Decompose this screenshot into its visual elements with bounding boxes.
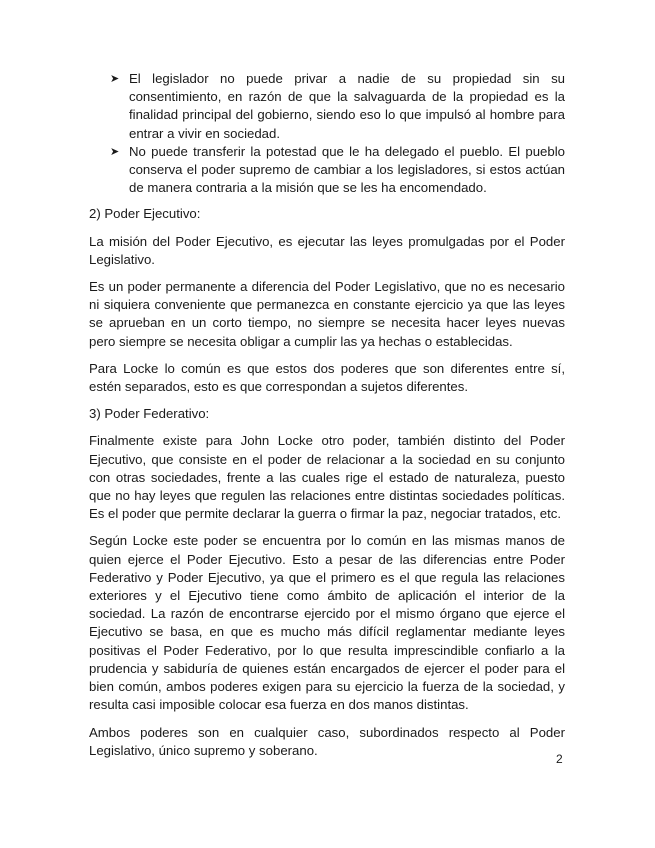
paragraph: Para Locke lo común es que estos dos poderes que son diferentes entre sí, estén separados, esto es que correspondan a sujetos diferentes. xyxy=(89,360,565,395)
section-heading-executive: 2) Poder Ejecutivo: xyxy=(89,206,201,222)
section-heading-federative: 3) Poder Federativo: xyxy=(89,406,210,422)
page-number: 2 xyxy=(556,752,563,766)
bullet-item xyxy=(89,143,565,198)
document-page xyxy=(89,70,565,769)
bullet-item xyxy=(89,70,565,143)
arrow-bullet-icon: ➤ xyxy=(110,145,120,158)
bullet-text: El legislador no puede privar a nadie de su propiedad sin su consentimiento, en razón de que la salvaguarda de la propiedad es la finalidad principal del gobierno, siendo eso lo que impulsó al hombre para entrar a vivir en sociedad. xyxy=(129,71,565,141)
paragraph: Finalmente existe para John Locke otro poder, también distinto del Poder Ejecutivo, que consiste en el poder de relacionar a la sociedad en su conjunto con otras sociedades, frente a las cuales rige el estado de naturaleza, puesto que no hay leyes que regulen las relaciones entre distintas sociedades políticas. Es el poder que permite declarar la guerra o firmar la paz, negociar tratados, etc. xyxy=(89,433,565,522)
paragraph: Es un poder permanente a diferencia del Poder Legislativo, que no es necesario ni siquiera conveniente que permanezca en constante ejercicio ya que las leyes se aprueban en un corto tiempo, no siempre se necesita hacer leyes nuevas pero siempre se necesita obligar a cumplir las ya hechas o establecidas. xyxy=(89,279,565,349)
paragraph: Ambos poderes son en cualquier caso, subordinados respecto al Poder Legislativo, único supremo y soberano. xyxy=(89,724,565,758)
paragraph: La misión del Poder Ejecutivo, es ejecutar las leyes promulgadas por el Poder Legislativo. xyxy=(89,233,565,267)
paragraph: Según Locke este poder se encuentra por lo común en las mismas manos de quien ejerce el Poder Ejecutivo. Esto a pesar de las diferencias entre Poder Federativo y Poder Ejecutivo, ya que el primero es el que regula las relaciones exteriores y el Ejecutivo tiene como ámbito de aplicación el interior de la sociedad. La razón de encontrarse ejercido por el mismo órgano que ejerce el Ejecutivo se basa, en que es mucho más difícil reglamentar mediante leyes positivas el Poder Federativo, por lo que resulta imprescindible confiarlo a la prudencia y sabiduría de quienes están encargados de ejercer el poder para el bien común, ambos poderes exigen para su ejercicio la fuerza de la sociedad, y resulta casi imposible colocar esa fuerza en dos manos distintas. xyxy=(89,533,565,713)
arrow-bullet-icon: ➤ xyxy=(110,73,120,85)
bullet-list xyxy=(89,70,565,197)
bullet-text: No puede transferir la potestad que le ha delegado el pueblo. El pueblo conserva el poder supremo de cambiar a los legisladores, si estos actúan de manera contraria a la misión que se les ha encomendado. xyxy=(129,143,565,196)
